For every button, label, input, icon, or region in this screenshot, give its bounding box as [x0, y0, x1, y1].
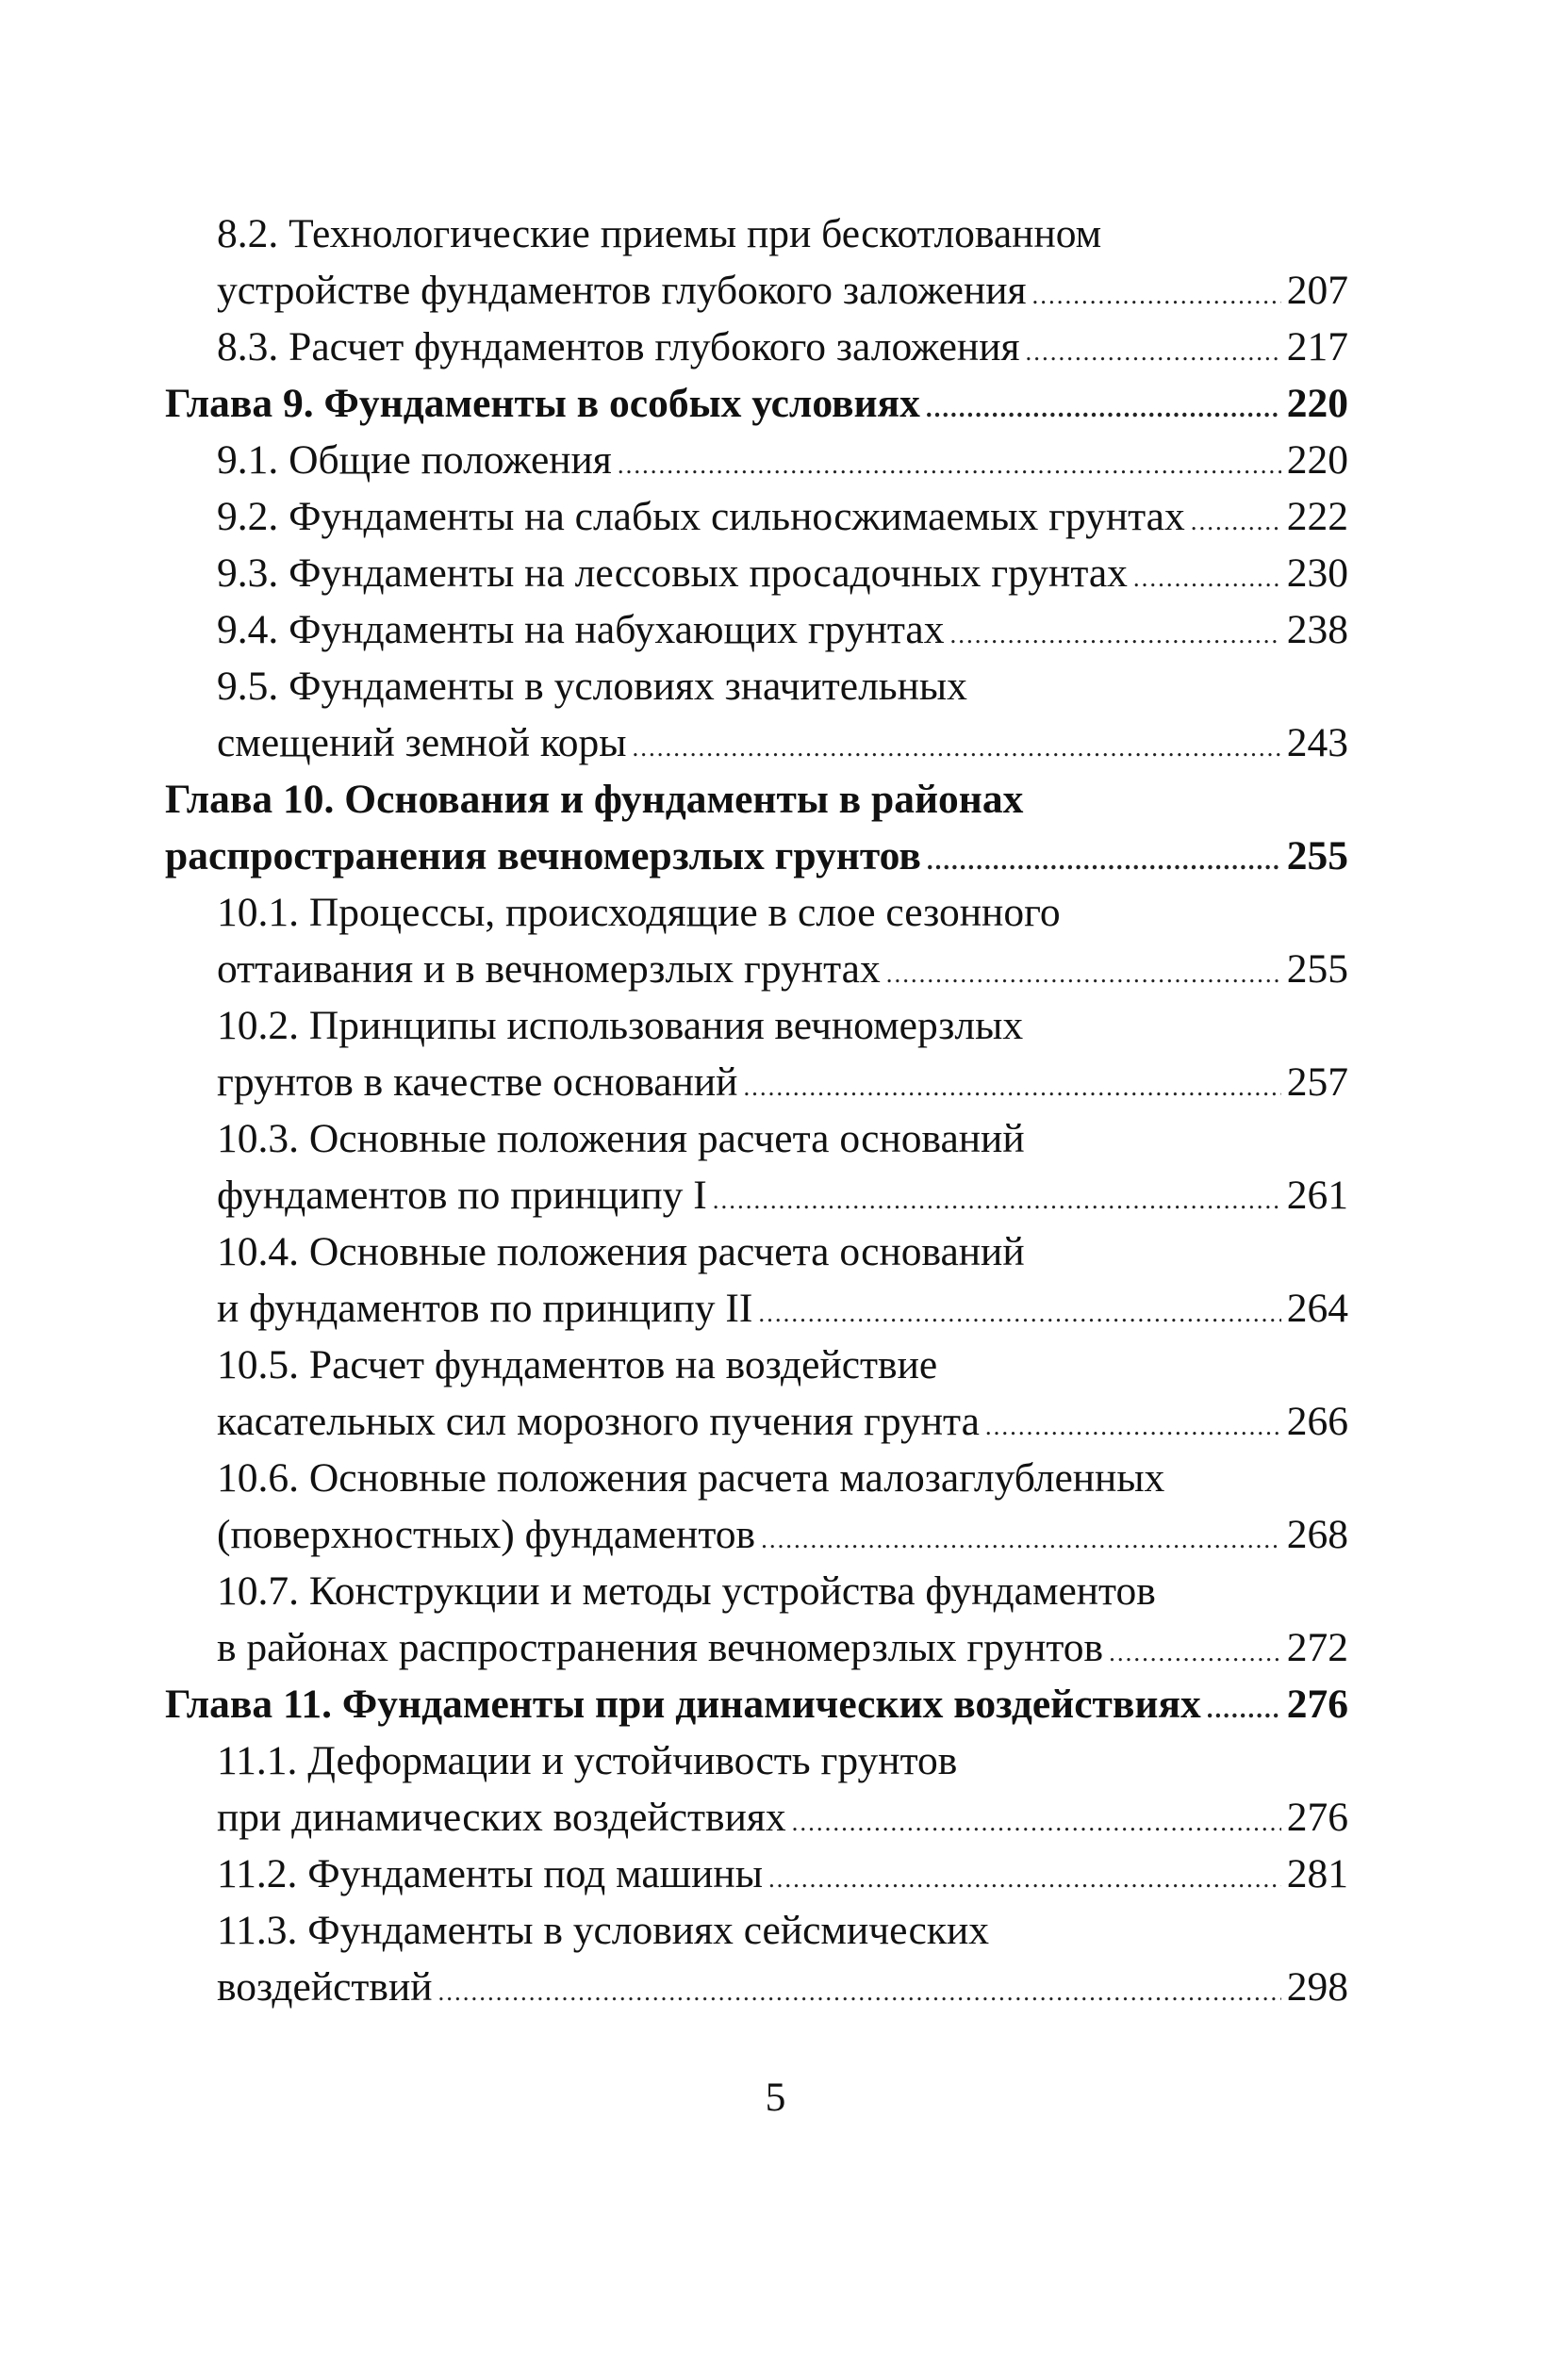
toc-page-number: 255 [1286, 833, 1348, 878]
toc-entry-title-line: Глава 9. Фундаменты в особых условиях [165, 381, 920, 426]
toc-entry-title-line: 11.2. Фундаменты под машины [217, 1851, 763, 1896]
toc-page-number: 217 [1286, 324, 1348, 369]
dot-leader [758, 1285, 1280, 1341]
toc-page-number: 207 [1286, 268, 1348, 313]
toc-entry-title-line: 9.1. Общие положения [217, 437, 612, 483]
dot-leader [1025, 323, 1280, 380]
toc-entry-title-line: 9.5. Фундаменты в условиях значительных [217, 664, 967, 709]
dot-leader [438, 1963, 1281, 2020]
toc-section-entry [165, 319, 1348, 375]
dot-leader [985, 1398, 1281, 1454]
toc-section-entry [165, 658, 1348, 771]
toc-entry-title-line: (поверхностных) фундаментов [217, 1512, 756, 1557]
toc-entry-title-line: устройстве фундаментов глубокого заложения [217, 268, 1027, 313]
dot-leader [633, 719, 1281, 776]
toc-section-entry [165, 1846, 1348, 1902]
toc-entry-title-line: 10.1. Процессы, происходящие в слое сезонного [217, 890, 1061, 935]
toc-section-entry [165, 601, 1348, 658]
toc-entry-title-line: 9.3. Фундаменты на лессовых просадочных грунтах [217, 550, 1128, 596]
toc-section-entry [165, 1110, 1348, 1223]
page-number: 5 [765, 2075, 786, 2120]
toc-section-entry [165, 432, 1348, 488]
toc-section-entry [165, 1732, 1348, 1846]
dot-leader [1133, 550, 1281, 606]
dot-leader [618, 436, 1281, 493]
toc-entry-title-line: 10.6. Основные положения расчета малозаглубленных [217, 1455, 1165, 1501]
toc-page-number: 281 [1286, 1851, 1348, 1896]
toc-section-entry [165, 1223, 1348, 1337]
dot-leader [950, 606, 1281, 663]
toc-page-number: 243 [1286, 720, 1348, 765]
toc-entry-title-line: смещений земной коры [217, 720, 627, 765]
toc-entry-title-line: Глава 10. Основания и фундаменты в районах [165, 777, 1024, 822]
dot-leader [743, 1059, 1280, 1115]
dot-leader [1032, 267, 1281, 323]
toc-entry-title-line: оттаивания и в вечномерзлых грунтах [217, 946, 881, 992]
toc-entry-title-line: в районах распространения вечномерзлых грунтов [217, 1625, 1104, 1670]
toc-page-number: 272 [1286, 1625, 1348, 1670]
dot-leader [792, 1794, 1281, 1850]
toc-entry-title-line: при динамических воздействиях [217, 1795, 786, 1840]
dot-leader [1191, 493, 1281, 550]
toc-entry-title-line: и фундаментов по принципу II [217, 1286, 753, 1331]
toc-page-number: 222 [1286, 494, 1348, 539]
toc-entry-title-line: Глава 11. Фундаменты при динамических воздействиях [165, 1682, 1201, 1727]
toc-section-entry [165, 884, 1348, 997]
toc-page-number: 276 [1286, 1795, 1348, 1840]
toc-page-number: 261 [1286, 1173, 1348, 1218]
toc-entry-title-line: 10.7. Конструкции и методы устройства фундаментов [217, 1568, 1156, 1614]
toc-section-entry [165, 488, 1348, 545]
dot-leader [768, 1850, 1281, 1907]
toc-page-number: 230 [1286, 550, 1348, 596]
toc-page-number: 257 [1286, 1059, 1348, 1105]
dot-leader [1109, 1624, 1281, 1681]
toc-page-number: 238 [1286, 607, 1348, 652]
toc-entry-title-line: воздействий [217, 1964, 433, 2010]
toc-section-entry [165, 997, 1348, 1110]
dot-leader [1207, 1681, 1281, 1737]
dot-leader [927, 832, 1281, 889]
toc-entry-title-line: 10.3. Основные положения расчета оснований [217, 1116, 1025, 1161]
toc-page-number: 266 [1286, 1399, 1348, 1444]
toc-section-entry [165, 1337, 1348, 1450]
toc-entry-title-line: 11.3. Фундаменты в условиях сейсмических [217, 1908, 989, 1953]
table-of-contents [165, 205, 1348, 2015]
toc-entry-title-line: 10.4. Основные положения расчета оснований [217, 1229, 1025, 1274]
dot-leader [886, 945, 1281, 1002]
toc-entry-title-line: грунтов в качестве оснований [217, 1059, 738, 1105]
toc-section-entry [165, 1450, 1348, 1563]
toc-entry-title-line: 10.2. Принципы использования вечномерзлых [217, 1003, 1024, 1048]
toc-page-number: 268 [1286, 1512, 1348, 1557]
toc-page-number: 264 [1286, 1286, 1348, 1331]
toc-page-number: 220 [1286, 437, 1348, 483]
toc-section-entry [165, 1902, 1348, 2015]
dot-leader [926, 380, 1281, 436]
toc-page-number: 220 [1286, 381, 1348, 426]
toc-page-number: 255 [1286, 946, 1348, 992]
toc-chapter-entry [165, 771, 1348, 884]
toc-entry-title-line: фундаментов по принципу I [217, 1173, 707, 1218]
toc-entry-title-line: 9.2. Фундаменты на слабых сильносжимаемых грунтах [217, 494, 1185, 539]
toc-entry-title-line: 11.1. Деформации и устойчивость грунтов [217, 1738, 958, 1783]
toc-page-number: 276 [1286, 1682, 1348, 1727]
toc-entry-title-line: распространения вечномерзлых грунтов [165, 833, 921, 878]
dot-leader [713, 1172, 1281, 1228]
toc-page-number: 298 [1286, 1964, 1348, 2010]
toc-chapter-entry [165, 1676, 1348, 1732]
toc-entry-title-line: 10.5. Расчет фундаментов на воздействие [217, 1342, 938, 1387]
toc-entry-title-line: касательных сил морозного пучения грунта [217, 1399, 980, 1444]
toc-section-entry [165, 545, 1348, 601]
toc-section-entry [165, 205, 1348, 319]
toc-section-entry [165, 1563, 1348, 1676]
toc-entry-title-line: 9.4. Фундаменты на набухающих грунтах [217, 607, 945, 652]
toc-chapter-entry [165, 375, 1348, 432]
toc-entry-title-line: 8.2. Технологические приемы при бескотлованном [217, 211, 1102, 256]
toc-entry-title-line: 8.3. Расчет фундаментов глубокого заложения [217, 324, 1020, 369]
dot-leader [761, 1511, 1281, 1568]
